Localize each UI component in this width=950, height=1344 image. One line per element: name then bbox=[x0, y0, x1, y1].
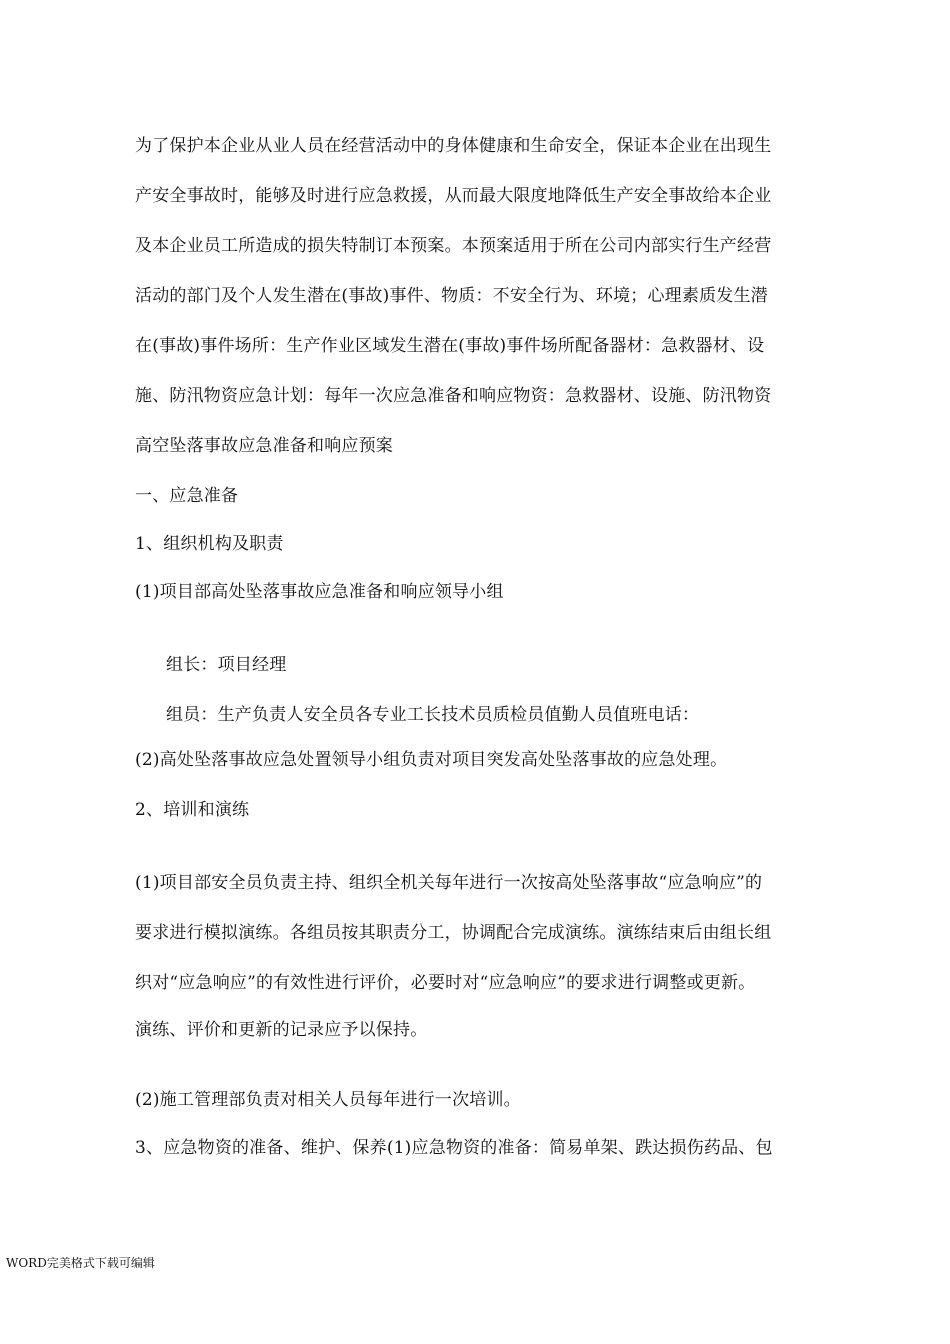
training-line-1: (1)项目部安全员负责主持、组织全机关每年进行一次按高处坠落事故“应急响应”的 bbox=[135, 873, 763, 893]
intro-line-1: 为了保护本企业从业人员在经营活动中的身体健康和生命安全，保证本企业在出现生 bbox=[135, 136, 772, 156]
training-line-2: 要求进行模拟演练。各组员按其职责分工，协调配合完成演练。演练结束后由组长组 bbox=[135, 923, 772, 943]
item-annual-training: (2)施工管理部负责对相关人员每年进行一次培训。 bbox=[135, 1090, 521, 1110]
training-line-4: 演练、评价和更新的记录应予以保持。 bbox=[135, 1020, 428, 1040]
section-heading-emergency-prep: 一、应急准备 bbox=[135, 486, 239, 506]
subheading-supplies: 3、应急物资的准备、维护、保养(1)应急物资的准备：简易单架、跌达损伤药品、包 bbox=[135, 1138, 773, 1158]
intro-line-6: 施、防汛物资应急计划：每年一次应急准备和响应物资：急救器材、设施、防汛物资 bbox=[135, 386, 772, 406]
group-leader-line: 组长：项目经理 bbox=[166, 655, 287, 675]
item-handling-group: (2)高处坠落事故应急处置领导小组负责对项目突发高处坠落事故的应急处理。 bbox=[135, 750, 728, 770]
footer-watermark-text: WORD完美格式下载可编辑 bbox=[6, 1256, 155, 1270]
subheading-training: 2、培训和演练 bbox=[135, 800, 250, 820]
group-members-line: 组员：生产负责人安全员各专业工长技术员质检员值勤人员值班电话： bbox=[166, 705, 700, 725]
intro-line-5: 在(事故)事件场所：生产作业区域发生潜在(事故)事件场所配备器材：急救器材、设 bbox=[135, 336, 765, 356]
training-line-3: 织对“应急响应”的有效性进行评价，必要时对“应急响应”的要求进行调整或更新。 bbox=[135, 973, 756, 993]
intro-line-7: 高空坠落事故应急准备和响应预案 bbox=[135, 436, 393, 456]
intro-line-4: 活动的部门及个人发生潜在(事故)事件、物质：不安全行为、环境；心理素质发生潜 bbox=[135, 286, 768, 306]
intro-line-2: 产安全事故时，能够及时进行应急救援，从而最大限度地降低生产安全事故给本企业 bbox=[135, 186, 772, 206]
intro-line-3: 及本企业员工所造成的损失特制订本预案。本预案适用于所在公司内部实行生产经营 bbox=[135, 236, 772, 256]
item-leading-group: (1)项目部高处坠落事故应急准备和响应领导小组 bbox=[135, 582, 504, 602]
subheading-organization: 1、组织机构及职责 bbox=[135, 534, 284, 554]
